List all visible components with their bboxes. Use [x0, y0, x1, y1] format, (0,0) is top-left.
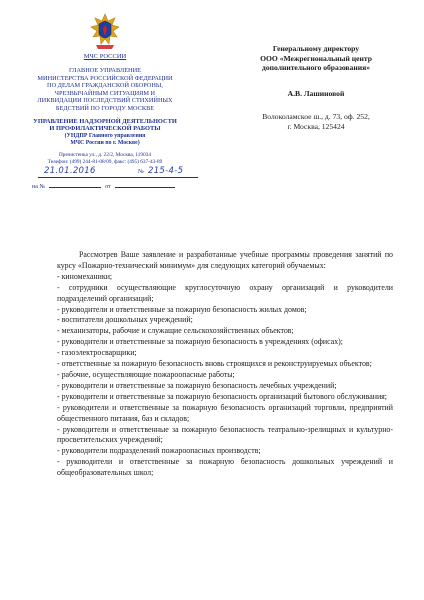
org-main-line: ПО ДЕЛАМ ГРАЖДАНСКОЙ ОБОРОНЫ,: [47, 82, 163, 90]
category-item: - руководители подразделений пожароопасных производств;: [57, 446, 261, 456]
category-item: - руководители и ответственные за пожарную безопасность организаций торговли, предприятий общественного питания, баз и складов;: [57, 402, 393, 423]
addressee-company-cont: дополнительного образования»: [261, 63, 370, 73]
category-item: - киномеханики;: [57, 271, 113, 281]
addressee-block: [228, 44, 404, 132]
body-intro: Рассмотрев Ваше заявление и разработанные учебные программы проведения занятий по курсу «Пожарно-технический минимум» для следующих категорий обучаемых:: [57, 250, 393, 270]
org-sub-name: [0, 118, 210, 148]
org-sub-line: И ПРОФИЛАКТИЧЕСКОЙ РАБОТЫ: [49, 125, 161, 133]
org-main-line: ЧРЕЗВЫЧАЙНЫМ СИТУАЦИЯМ И: [54, 89, 156, 97]
reference-date-blank: [115, 187, 175, 188]
addressee-address-line: Волоколамское ш., д. 73, оф. 252,: [262, 112, 370, 122]
registration-number: 215-4-5: [148, 166, 184, 176]
org-main-line: ГЛАВНОЕ УПРАВЛЕНИЕ: [69, 67, 141, 74]
addressee-company: ООО «Межрегиональный центр: [260, 53, 372, 63]
category-item: - руководители и ответственные за пожарную безопасность лечебных учреждений;: [57, 380, 337, 390]
category-item: - руководители и ответственные за пожарную безопасность организаций бытового обслуживания;: [57, 391, 387, 401]
category-item: - механизаторы, рабочие и служащие сельскохозяйственных объектов;: [57, 326, 294, 336]
reference-number-blank: [49, 187, 101, 188]
org-address-line: Пречистенка ул., д. 22/2, Москва, 119034: [58, 151, 152, 158]
category-item: - рабочие, осуществляющие пожароопасные работы;: [57, 369, 235, 379]
category-item: - руководители и ответственные за пожарную безопасность дошкольных учреждений и общеобразовательных школ;: [57, 457, 393, 478]
letter-body: [57, 250, 393, 479]
org-sub-line: УПРАВЛЕНИЕ НАДЗОРНОЙ ДЕЯТЕЛЬНОСТИ: [33, 117, 177, 125]
category-item: - воспитатели дошкольных учреждений;: [57, 315, 193, 325]
registration-line: [30, 166, 200, 178]
category-item: - сотрудники осуществляющие круглосуточную охрану организаций и руководители подразделений организаций;: [57, 282, 393, 303]
reference-from: от: [105, 184, 111, 190]
org-short-name: МЧС РОССИИ: [83, 53, 127, 60]
category-item: - руководители и ответственные за пожарную безопасность в учреждениях (офисах);: [57, 337, 343, 347]
reference-line: [32, 184, 202, 190]
category-item: - руководители и ответственные за пожарную безопасность жилых домов;: [57, 304, 307, 314]
reference-prefix: на №: [32, 184, 46, 190]
org-main-name: [0, 67, 210, 113]
registration-number-label: №: [138, 169, 144, 175]
org-address-line: Телефон: (499) 244-81-08/09, факс: (495) 637-43-89: [47, 158, 163, 165]
addressee-address-line: г. Москва, 125424: [287, 121, 345, 131]
addressee-position: Генеральному директору: [272, 44, 360, 53]
category-item: - ответственные за пожарную безопасность вновь строящихся и реконструируемых объектов;: [57, 359, 372, 369]
category-item: - газоэлектросварщики;: [57, 348, 137, 358]
org-main-line: МИНИСТЕРСТВА РОССИЙСКОЙ ФЕДЕРАЦИИ: [37, 74, 173, 82]
org-sub-line: МЧС России по г. Москве): [70, 140, 140, 147]
addressee-name: А.В. Лашиновой: [287, 88, 345, 98]
category-list: [57, 272, 393, 479]
org-main-line: ЛИКВИДАЦИИ ПОСЛЕДСТВИЙ СТИХИЙНЫХ: [37, 97, 173, 105]
category-item: - руководители и ответственные за пожарную безопасность театрально-зрелищных и культурно-просветительских учреждений;: [57, 424, 393, 445]
org-address: [0, 152, 210, 165]
org-sub-line: (УНДПР Главного управления: [64, 132, 146, 139]
letterhead: [0, 8, 210, 165]
org-main-line: БЕДСТВИЙ ПО ГОРОДУ МОСКВЕ: [55, 104, 155, 112]
emchs-emblem-icon: [88, 12, 122, 52]
registration-date: 21.01.2016: [44, 166, 96, 176]
